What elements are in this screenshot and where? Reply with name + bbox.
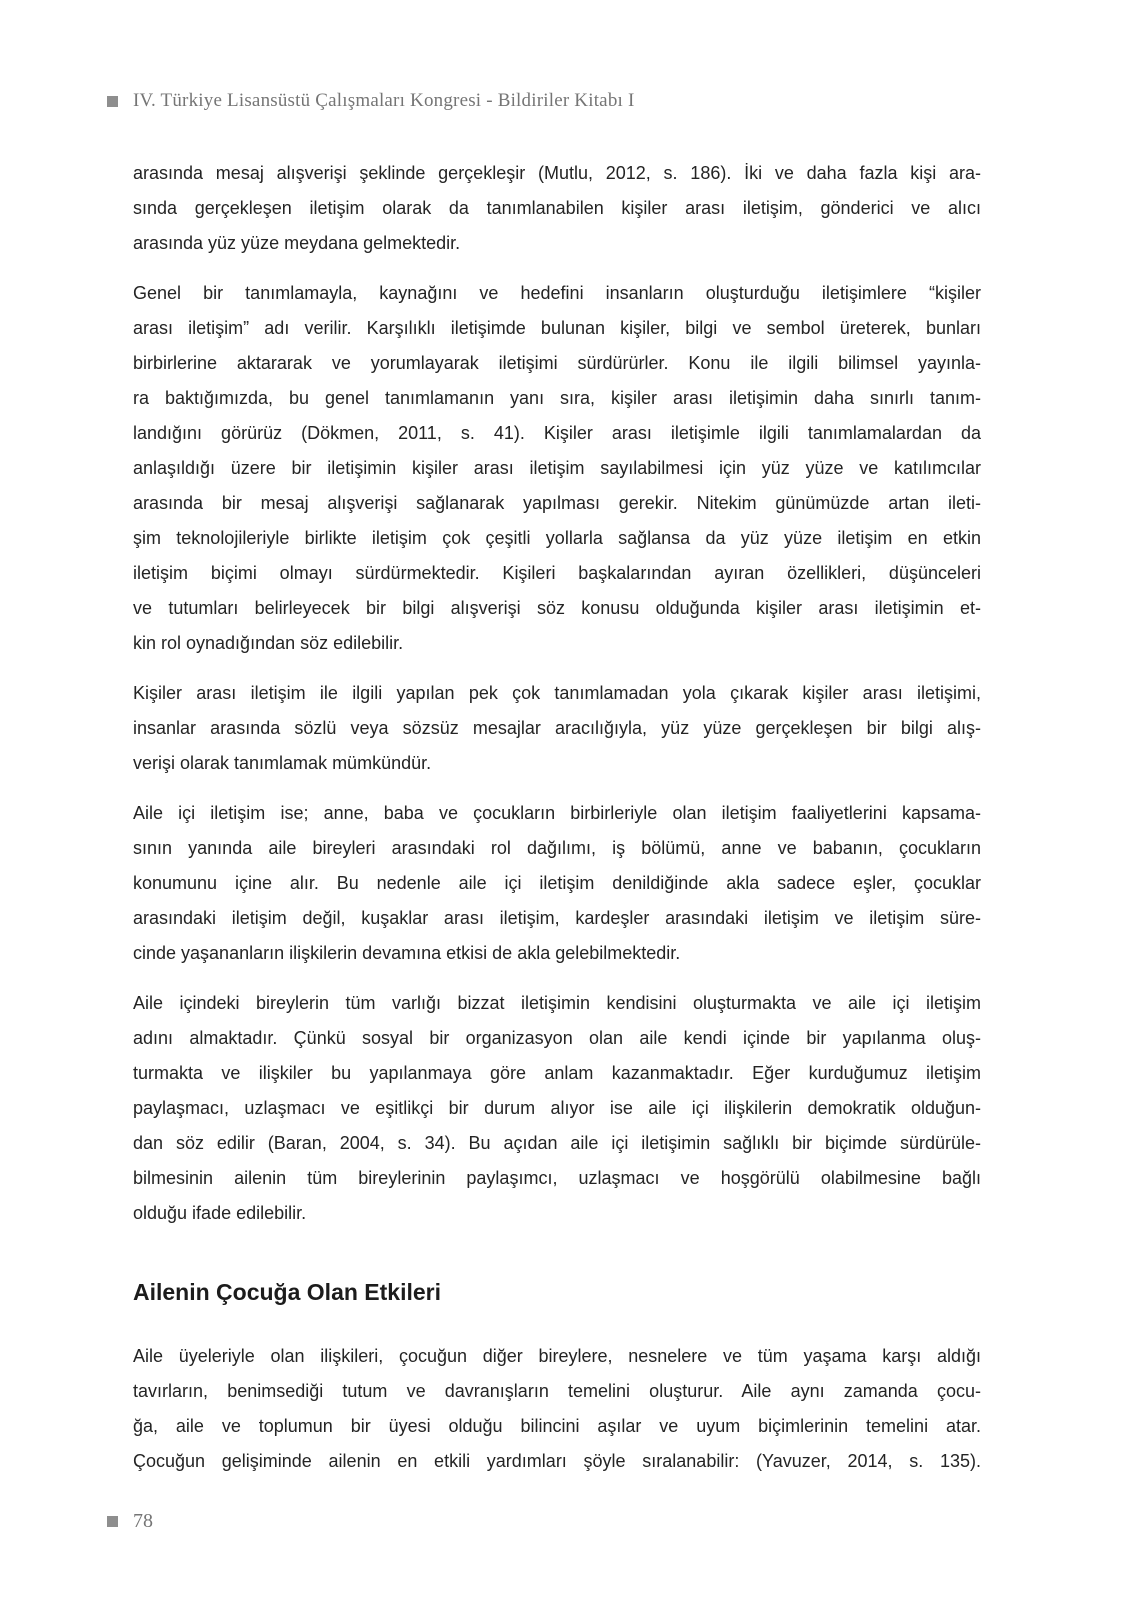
text-line: kin rol oynadığından söz edilebilir. [133,633,404,653]
text-line: iletişim biçimi olmayı sürdürmektedir. Kişileri başkalarından ayıran özellikleri, düşünceleri [133,563,981,583]
text-line: Aile üyeleriyle olan ilişkileri, çocuğun diğer bireylere, nesnelere ve tüm yaşama karşı aldığı [133,1346,981,1366]
text-line: şim teknolojileriyle birlikte iletişim çok çeşitli yollarla sağlansa da yüz yüze iletişim en etkin [133,528,981,548]
text-line: Genel bir tanımlamayla, kaynağını ve hedefini insanların oluşturduğu iletişimlere “kişiler [133,283,981,303]
paragraph [133,276,981,661]
text-line: arasında mesaj alışverişi şeklinde gerçekleşir (Mutlu, 2012, s. 186). İki ve daha fazla kişi ara- [133,163,981,183]
text-line: arası iletişim” adı verilir. Karşılıklı iletişimde bulunan kişiler, bilgi ve sembol üreterek, bunları [133,318,981,338]
text-line: anlaşıldığı üzere bir iletişimin kişiler arası iletişim sayılabilmesi için yüz yüze ve katılımcılar [133,458,981,478]
text-line: arasında bir mesaj alışverişi sağlanarak yapılması gerekir. Nitekim günümüzde artan ileti- [133,493,981,513]
running-header-title: IV. Türkiye Lisansüstü Çalışmaları Kongresi - Bildiriler Kitabı I [133,90,635,111]
text-line: dan söz edilir (Baran, 2004, s. 34). Bu açıdan aile içi iletişimin sağlıklı bir biçimde sürdürüle- [133,1133,981,1153]
text-line: turmakta ve ilişkiler bu yapılanmaya göre anlam kazanmaktadır. Eğer kurduğumuz iletişim [133,1063,981,1083]
text-line: tavırların, benimsediği tutum ve davranışların temelini oluşturur. Aile aynı zamanda çocu- [133,1381,981,1401]
paragraph [133,986,981,1231]
text-line: konumunu içine alır. Bu nedenle aile içi iletişim denildiğinde akla sadece eşler, çocuklar [133,873,981,893]
text-line: verişi olarak tanımlamak mümkündür. [133,753,432,773]
text-line: ğa, aile ve toplumun bir üyesi olduğu bilincini aşılar ve uyum biçimlerinin temelini atar. [133,1416,981,1436]
text-line: landığını görürüz (Dökmen, 2011, s. 41). Kişiler arası iletişimle ilgili tanımlamalardan da [133,423,981,443]
text-line: ve tutumları belirleyecek bir bilgi alışverişi söz konusu olduğunda kişiler arası iletişimin et- [133,598,981,618]
running-header [107,90,634,112]
page-number: 78 [133,1510,153,1532]
text-line: Kişiler arası iletişim ile ilgili yapılan pek çok tanımlamadan yola çıkarak kişiler arası iletişimi, [133,683,981,703]
square-bullet-icon [107,1516,118,1527]
page-body [133,156,981,1494]
paragraph [133,1339,981,1479]
text-line: arasında yüz yüze meydana gelmektedir. [133,233,461,253]
text-line: cinde yaşananların ilişkilerin devamına etkisi de akla gelebilmektedir. [133,943,681,963]
text-line: ra baktığımızda, bu genel tanımlamanın yanı sıra, kişiler arası iletişimin daha sınırlı tanım- [133,388,981,408]
text-line: Aile içindeki bireylerin tüm varlığı bizzat iletişimin kendisini oluşturmakta ve aile içi iletişim [133,993,981,1013]
paragraph [133,156,981,261]
paragraph [133,676,981,781]
paragraph [133,796,981,971]
text-line: sının yanında aile bireyleri arasındaki rol dağılımı, iş bölümü, anne ve babanın, çocukların [133,838,981,858]
text-line: bilmesinin ailenin tüm bireylerinin paylaşımcı, uzlaşmacı ve hoşgörülü olabilmesine bağlı [133,1168,981,1188]
section-heading: Ailenin Çocuğa Olan Etkileri [133,1279,442,1305]
text-line: Çocuğun gelişiminde ailenin en etkili yardımları şöyle sıralanabilir: (Yavuzer, 2014, s. 135). [133,1451,981,1471]
text-line: Aile içi iletişim ise; anne, baba ve çocukların birbirleriyle olan iletişim faaliyetlerini kapsama- [133,803,981,823]
text-line: adını almaktadır. Çünkü sosyal bir organizasyon olan aile kendi içinde bir yapılanma oluş- [133,1028,981,1048]
square-bullet-icon [107,96,118,107]
text-line: paylaşmacı, uzlaşmacı ve eşitlikçi bir durum alıyor ise aile içi ilişkilerin demokratik olduğun- [133,1098,981,1118]
text-line: sında gerçekleşen iletişim olarak da tanımlanabilen kişiler arası iletişim, gönderici ve alıcı [133,198,981,218]
text-line: insanlar arasında sözlü veya sözsüz mesajlar aracılığıyla, yüz yüze gerçekleşen bir bilgi alış- [133,718,981,738]
page-footer [107,1510,153,1533]
text-line: arasındaki iletişim değil, kuşaklar arası iletişim, kardeşler arasındaki iletişim ve iletişim süre- [133,908,981,928]
text-line: olduğu ifade edilebilir. [133,1203,307,1223]
text-line: birbirlerine aktararak ve yorumlayarak iletişimi sürdürürler. Konu ile ilgili bilimsel yayınla- [133,353,981,373]
